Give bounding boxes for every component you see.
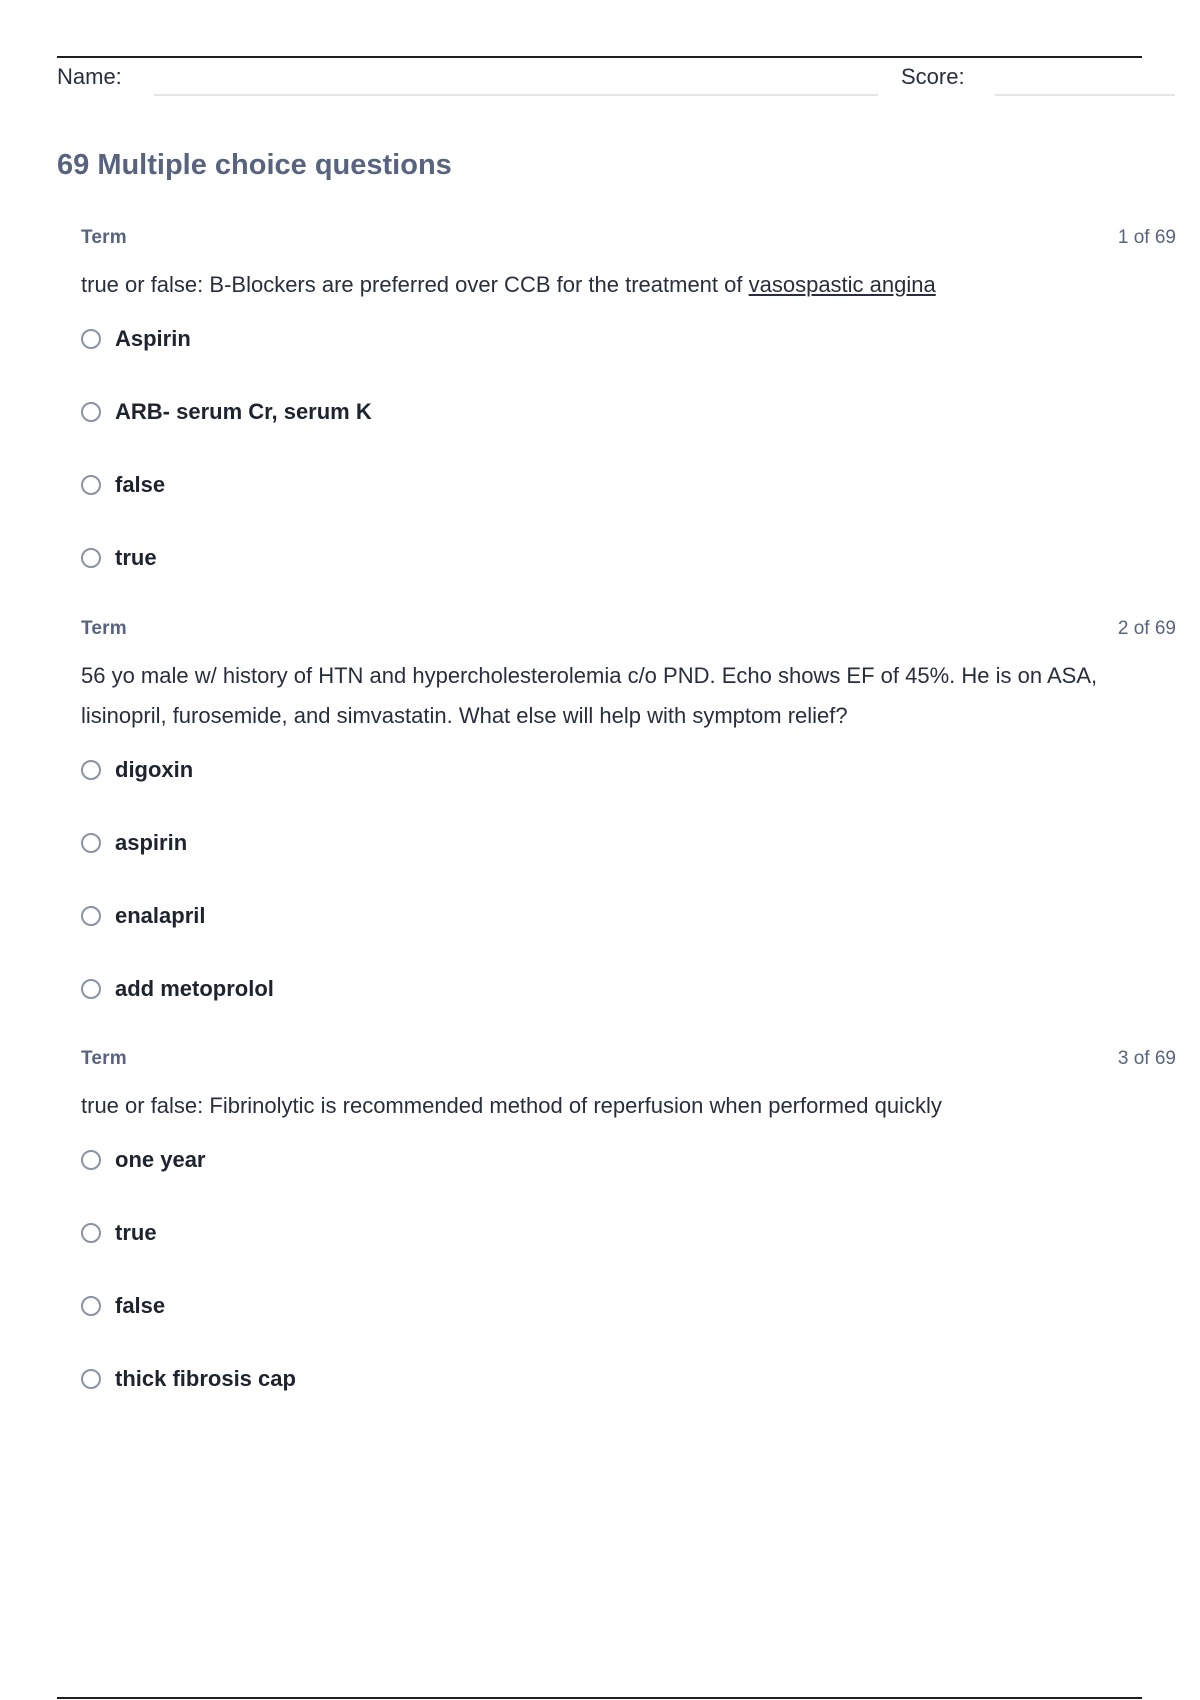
answer-option[interactable] bbox=[81, 1363, 1176, 1436]
answer-label: add metoprolol bbox=[115, 976, 274, 1001]
question-counter: 3 of 69 bbox=[1117, 1048, 1176, 1069]
answer-option[interactable] bbox=[81, 754, 1176, 827]
answer-label: aspirin bbox=[115, 830, 188, 855]
radio-button[interactable] bbox=[81, 1150, 101, 1170]
answer-options bbox=[81, 1144, 1176, 1436]
answer-option[interactable] bbox=[81, 1290, 1176, 1363]
answer-label: thick fibrosis cap bbox=[115, 1366, 296, 1391]
name-label: Name: bbox=[57, 64, 122, 89]
question-counter: 2 of 69 bbox=[1117, 618, 1176, 639]
answer-label: Aspirin bbox=[115, 326, 191, 351]
page-title: 69 Multiple choice questions bbox=[57, 149, 452, 181]
question-3 bbox=[81, 1048, 1176, 1436]
question-text: true or false: Fibrinolytic is recommended method of reperfusion when performed quickly bbox=[81, 1093, 942, 1118]
answer-label: ARB- serum Cr, serum K bbox=[115, 399, 372, 424]
answer-option[interactable] bbox=[81, 469, 1176, 542]
radio-button[interactable] bbox=[81, 1296, 101, 1316]
radio-button[interactable] bbox=[81, 329, 101, 349]
answer-label: one year bbox=[115, 1147, 206, 1172]
radio-button[interactable] bbox=[81, 1369, 101, 1389]
radio-button[interactable] bbox=[81, 833, 101, 853]
term-label: Term bbox=[81, 618, 127, 639]
question-text bbox=[81, 265, 1161, 305]
answer-option[interactable] bbox=[81, 396, 1176, 469]
question-text-underlined: vasospastic angina bbox=[748, 272, 936, 297]
radio-button[interactable] bbox=[81, 760, 101, 780]
answer-option[interactable] bbox=[81, 1217, 1176, 1290]
bottom-rule bbox=[57, 1697, 1142, 1699]
answer-label: true bbox=[115, 545, 157, 570]
radio-button[interactable] bbox=[81, 402, 101, 422]
answer-option[interactable] bbox=[81, 323, 1176, 396]
answer-option[interactable] bbox=[81, 542, 1176, 615]
radio-button[interactable] bbox=[81, 1223, 101, 1243]
top-rule bbox=[57, 56, 1142, 58]
answer-label: false bbox=[115, 1293, 166, 1318]
answer-option[interactable] bbox=[81, 827, 1176, 900]
name-field-line[interactable] bbox=[154, 94, 878, 96]
score-label: Score: bbox=[901, 64, 965, 89]
radio-button[interactable] bbox=[81, 548, 101, 568]
question-1 bbox=[81, 227, 1176, 615]
radio-button[interactable] bbox=[81, 906, 101, 926]
answer-options bbox=[81, 323, 1176, 615]
score-field-line[interactable] bbox=[995, 94, 1175, 96]
answer-options bbox=[81, 754, 1176, 1046]
radio-button[interactable] bbox=[81, 475, 101, 495]
answer-label: digoxin bbox=[115, 757, 194, 782]
question-text-part: true or false: B-Blockers are preferred over CCB for the treatment of bbox=[81, 272, 749, 297]
question-counter: 1 of 69 bbox=[1117, 227, 1176, 248]
answer-option[interactable] bbox=[81, 973, 1176, 1046]
term-label: Term bbox=[81, 1048, 127, 1069]
question-header bbox=[81, 618, 1176, 646]
question-header bbox=[81, 1048, 1176, 1076]
question-header bbox=[81, 227, 1176, 255]
answer-label: enalapril bbox=[115, 903, 206, 928]
answer-option[interactable] bbox=[81, 900, 1176, 973]
answer-option[interactable] bbox=[81, 1144, 1176, 1217]
term-label: Term bbox=[81, 227, 127, 248]
answer-label: true bbox=[115, 1220, 157, 1245]
question-text: 56 yo male w/ history of HTN and hypercholesterolemia c/o PND. Echo shows EF of 45%. He is on ASA, lisinopril, furosemide, and simvastatin. What else will help with symptom relief? bbox=[81, 663, 1098, 728]
radio-button[interactable] bbox=[81, 979, 101, 999]
question-2 bbox=[81, 618, 1176, 1046]
answer-label: false bbox=[115, 472, 166, 497]
